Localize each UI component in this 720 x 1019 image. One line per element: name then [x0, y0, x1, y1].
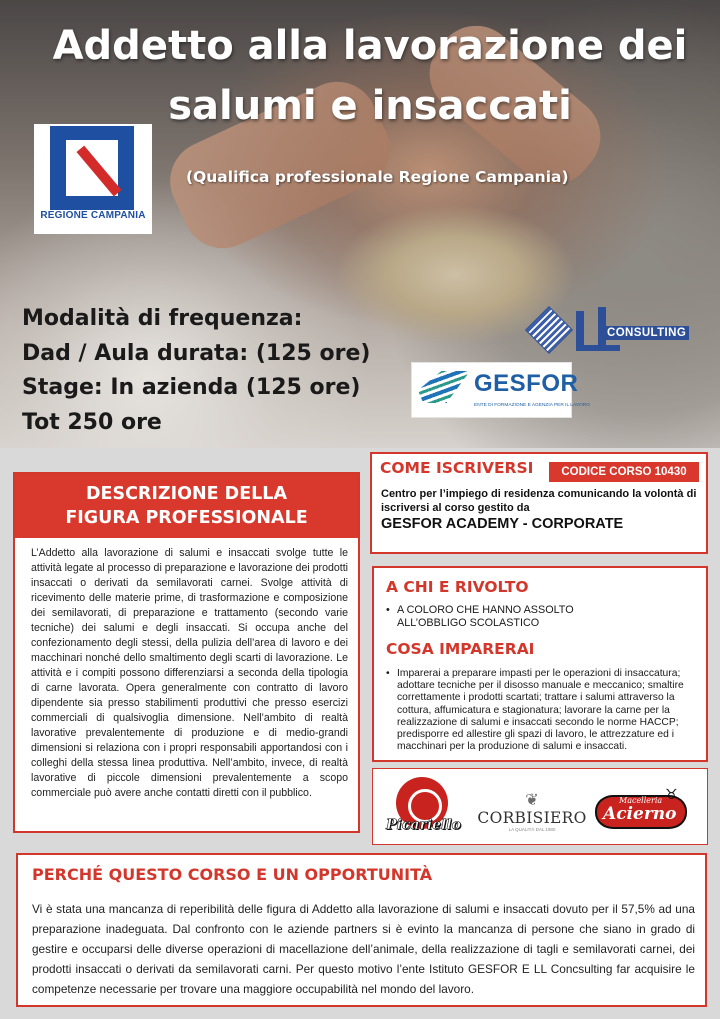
descrizione-heading-line2: FIGURA PROFESSIONALE: [65, 508, 308, 528]
bullet-icon: •: [386, 604, 390, 616]
swan-icon: ❦: [525, 790, 539, 809]
modalita-line: Tot 250 ore: [22, 409, 162, 435]
picariello-wordmark: Picariello: [386, 817, 462, 833]
hero-banner: [0, 0, 720, 448]
modalita-line: Modalità di frequenza:: [22, 306, 303, 331]
descrizione-text: L’Addetto alla lavorazione di salumi e insaccati svolge tutte le attività legate al processo di preparazione e lavorazione dei prodotti insaccati o derivati da semilavorati carnei. Svolge attività di ricevimento delle materie prime, di trasformazione e composizione dei semilavorati, di preparazione e trattamento (secondo varie tecniche) dei salumi e degli insaccati. Si occupa anche del confezionamento degli stessi, della pulizia dell’area di lavoro e dei macchinari nonché dello smaltimento degli scarti di lavorazione. Le attività e i compiti possono differenziarsi a seconda della tipologia di carne lavorata. Opera generalmente con contratto di lavoro dipendente sia presso stabilimenti produttivi che presso esercizi commerciali di qualsivoglia dimensione. Nell’ambito di realtà lavorative prevalentemente di produzione e di medio-grandi dimensioni si relaziona con i propri responsabili apportandosi con i colleghi della stessa linea produttiva. Nell’ambito, invece, di realtà lavorative di piccole dimensioni prevalentemente a scopo commerciale può avere anche contatti diretti con il pubblico.: [31, 547, 348, 799]
acierno-wordmark: Acierno: [603, 804, 677, 824]
page-title-line1: Addetto alla lavorazione dei: [52, 23, 688, 69]
codice-corso-badge: CODICE CORSO 10430: [549, 462, 699, 482]
descrizione-panel: [13, 472, 360, 833]
regione-campania-label: REGIONE CAMPANIA: [40, 210, 146, 221]
iscrizione-title: COME ISCRIVERSI: [380, 459, 534, 477]
acierno-top-label: Macelleria: [619, 796, 663, 805]
acierno-logo: [595, 787, 687, 831]
bull-icon: ♉: [665, 787, 678, 803]
sponsor-panel: [372, 768, 708, 845]
corbisiero-logo: [477, 791, 587, 832]
iscrizione-ente: GESFOR ACADEMY - CORPORATE: [381, 516, 624, 532]
picariello-logo: [386, 777, 462, 839]
destinatari-contenuti-panel: [372, 566, 708, 762]
contenuti-title: COSA IMPARERAI: [386, 640, 535, 658]
contenuti-bullet: • Imparerai a preparare impasti per le operazioni di insaccatura; adottare tecniche per il disosso manuale e meccanico; smaltire correttamente i prodotti scartati; trattare i salumi attraverso la cottura, affumicatura e stagionatura; lavorare la carne per la realizzazione di salumi e insaccati secondo le norme HACCP; predisporre ed allestire gli spazi di lavoro, le attrezzature ed i macchinari per la produzione di salumi e insaccati.: [386, 668, 684, 753]
bullet-icon: •: [386, 668, 390, 679]
ll-consulting-label: CONSULTING: [604, 326, 689, 340]
destinatari-title: A CHI E RIVOLTO: [386, 578, 529, 596]
cube-icon: [525, 306, 573, 354]
perche-title: PERCHÉ QUESTO CORSO E UN OPPORTUNITÀ: [32, 865, 433, 884]
modalita-line: Stage: In azienda (125 ore): [22, 375, 361, 400]
descrizione-heading: [15, 474, 358, 538]
gesfor-wordmark: GESFOR: [474, 370, 579, 397]
perche-panel: [16, 853, 707, 1007]
ll-consulting-logo: [530, 307, 695, 355]
gesfor-mark-icon: [418, 371, 470, 403]
page-subtitle: (Qualifica professionale Regione Campania): [186, 168, 569, 186]
perche-text: Vi è stata una mancanza di reperibilità delle figura di Addetto alla lavorazione di salumi e insaccati dovuto per il 57,5% ad una preparazione inadeguata. Dal confronto con le aziende partners si è evinto la mancanza di persone che siano in grado di gestire e occuparsi delle diverse operazioni di macellazione dell’animale, della realizzazione di tagli e semilavorati carnei, dei prodotti insaccati o derivati da semilavorati carni. Per questo motivo l’ente Istituto GESFOR E LL Concsulting far acquisire le competenze necessarie per trovare una maggiore occupabilità nel mondo del lavoro.: [32, 902, 695, 996]
modalita-line: Dad / Aula durata: (125 ore): [22, 340, 371, 366]
regione-campania-logo: [34, 124, 152, 234]
iscrizione-description: Centro per l’impiego di residenza comunicando la volontà di iscriversi al corso gestito da: [381, 488, 697, 514]
corbisiero-wordmark: CORBISIERO: [477, 809, 587, 827]
corbisiero-tagline: LA QUALITÀ DAL 1980: [508, 827, 556, 832]
descrizione-heading-line1: DESCRIZIONE DELLA: [85, 484, 287, 504]
destinatari-bullet: • A COLORO CHE HANNO ASSOLTO ALL’OBBLIGO SCOLASTICO: [386, 604, 574, 629]
page-title-line2: salumi e insaccati: [168, 83, 572, 129]
gesfor-logo: [411, 362, 590, 418]
gesfor-tagline: ENTE DI FORMAZIONE E AGENZIA PER IL LAVORO: [474, 403, 590, 408]
shield-icon: [50, 126, 134, 210]
modalita-frequenza: [22, 302, 370, 440]
iscrizione-panel: [370, 452, 708, 554]
